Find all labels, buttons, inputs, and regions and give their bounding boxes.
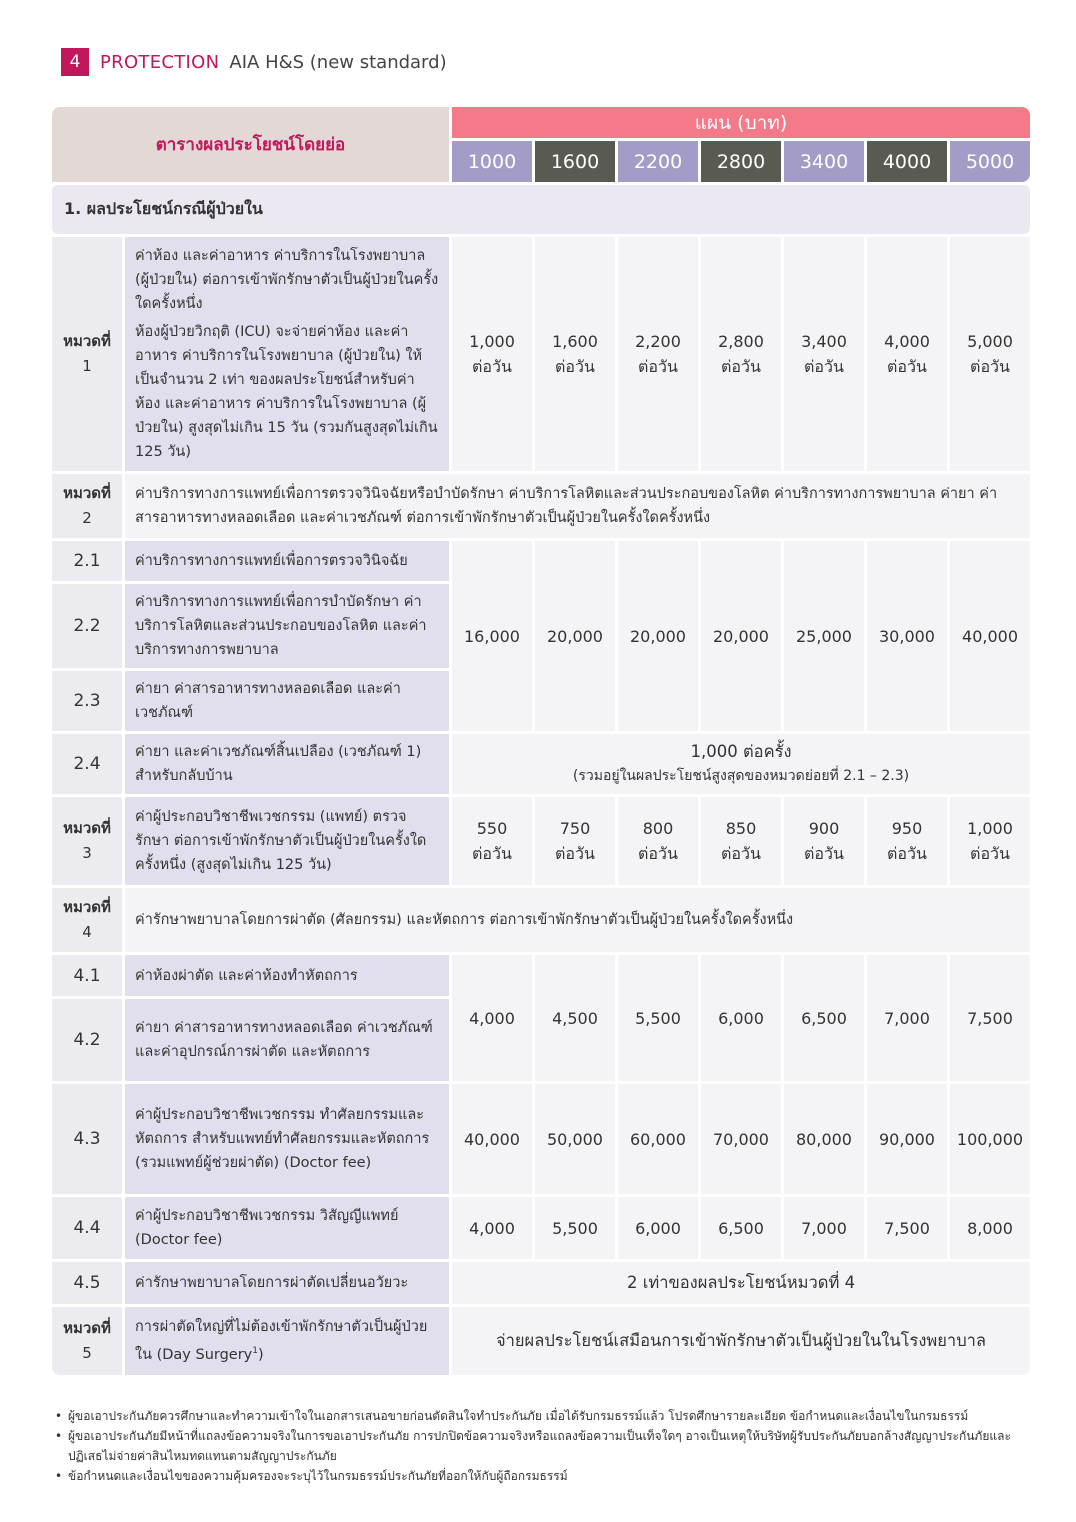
cat4-3-value: 90,000 xyxy=(867,1084,947,1194)
cat1-value: 4,000 ต่อวัน xyxy=(867,237,947,471)
subcategory-4-1: 4.1 xyxy=(52,955,122,996)
section-inpatient: 1. ผลประโยชน์กรณีผู้ป่วยใน xyxy=(52,185,1030,234)
plan-3400: 3400 xyxy=(784,141,864,182)
category-5: หมวดที่ 5 xyxy=(52,1307,122,1375)
cat1-value: 5,000 ต่อวัน xyxy=(950,237,1030,471)
subcategory-4-3-description: ค่าผู้ประกอบวิชาชีพเวชกรรม ทำศัลยกรรมและหัตถการ สำหรับแพทย์ทำศัลยกรรมและหัตถการ (รวมแพทย์ผู้ช่วยผ่าตัด) (Doctor fee) xyxy=(125,1084,449,1194)
cat4-1-2-value: 7,500 xyxy=(950,955,1030,1081)
cat1-value: 1,600 ต่อวัน xyxy=(535,237,615,471)
cat1-value: 1,000 ต่อวัน xyxy=(452,237,532,471)
cat4-3-value: 80,000 xyxy=(784,1084,864,1194)
subcategory-2-1-description: ค่าบริการทางการแพทย์เพื่อการตรวจวินิจฉัย xyxy=(125,541,449,581)
footnote-item: • ข้อกำหนดและเงื่อนไขของความคุ้มครองจะระบุไว้ในกรมธรรม์ประกันภัยที่ออกให้กับผู้ถือกรมธรรม์ xyxy=(55,1466,1025,1486)
page-number: 4 xyxy=(61,48,89,76)
cat4-1-2-value: 6,500 xyxy=(784,955,864,1081)
subcategory-4-4: 4.4 xyxy=(52,1197,122,1259)
cat2-value: 25,000 xyxy=(784,541,864,731)
subcategory-2-4: 2.4 xyxy=(52,734,122,794)
cat4-3-value: 60,000 xyxy=(618,1084,698,1194)
subcategory-2-4-value: 1,000 ต่อครั้ง (รวมอยู่ในผลประโยชน์สูงสุดของหมวดย่อยที่ 2.1 – 2.3) xyxy=(452,734,1030,794)
cat4-4-value: 7,000 xyxy=(784,1197,864,1259)
subcategory-2-1: 2.1 xyxy=(52,541,122,581)
plan-4000: 4000 xyxy=(867,141,947,182)
cat4-4-value: 6,500 xyxy=(701,1197,781,1259)
subcategory-4-5: 4.5 xyxy=(52,1262,122,1304)
plan-2800: 2800 xyxy=(701,141,781,182)
cat2-value: 16,000 xyxy=(452,541,532,731)
cat2-value: 20,000 xyxy=(618,541,698,731)
subcategory-2-3-description: ค่ายา ค่าสารอาหารทางหลอดเลือด และค่าเวชภัณฑ์ xyxy=(125,671,449,731)
category-1-description: ค่าห้อง และค่าอาหาร ค่าบริการในโรงพยาบาล (ผู้ป่วยใน) ต่อการเข้าพักรักษาตัวเป็นผู้ป่วยในครั้งใดครั้งหนึ่ง ห้องผู้ป่วยวิกฤติ (ICU) จะจ่ายค่าห้อง และค่าอาหาร ค่าบริการในโรงพยาบาล (ผู้ป่วยใน) ให้เป็นจำนวน 2 เท่า ของผลประโยชน์สำหรับค่าห้อง และค่าอาหาร ค่าบริการในโรงพยาบาล (ผู้ป่วยใน) สูงสุดไม่เกิน 15 วัน (รวมกันสูงสุดไม่เกิน 125 วัน) xyxy=(125,237,449,471)
category-2-description: ค่าบริการทางการแพทย์เพื่อการตรวจวินิจฉัยหรือบำบัดรักษา ค่าบริการโลหิตและส่วนประกอบของโลหิต ค่าบริการทางการพยาบาล ค่ายา ค่าสารอาหารทางหลอดเลือด และค่าเวชภัณฑ์ ต่อการเข้าพักรักษาตัวเป็นผู้ป่วยในครั้งใดครั้งหนึ่ง xyxy=(125,474,1030,538)
cat2-value: 20,000 xyxy=(535,541,615,731)
cat4-3-value: 50,000 xyxy=(535,1084,615,1194)
category-4: หมวดที่ 4 xyxy=(52,888,122,952)
footnote-item: • ผู้ขอเอาประกันภัยควรศึกษาและทำความเข้าใจในเอกสารเสนอขายก่อนตัดสินใจทำประกันภัย เมื่อได้รับกรมธรรม์แล้ว โปรดศึกษารายละเอียด ข้อกำหนดและเงื่อนไขในกรมธรรม์ xyxy=(55,1406,1025,1426)
category-5-value: จ่ายผลประโยชน์เสมือนการเข้าพักรักษาตัวเป็นผู้ป่วยในในโรงพยาบาล xyxy=(452,1307,1030,1375)
table-title: ตารางผลประโยชน์โดยย่อ xyxy=(52,107,449,182)
subcategory-4-2-description: ค่ายา ค่าสารอาหารทางหลอดเลือด ค่าเวชภัณฑ์ และค่าอุปกรณ์การผ่าตัด และหัตถการ xyxy=(125,999,449,1081)
cat2-value: 30,000 xyxy=(867,541,947,731)
cat4-1-2-value: 4,500 xyxy=(535,955,615,1081)
cat3-value: 550 ต่อวัน xyxy=(452,797,532,885)
cat4-1-2-value: 7,000 xyxy=(867,955,947,1081)
subcategory-4-1-description: ค่าห้องผ่าตัด และค่าห้องทำหัตถการ xyxy=(125,955,449,996)
cat4-1-2-value: 5,500 xyxy=(618,955,698,1081)
subcategory-4-5-value: 2 เท่าของผลประโยชน์หมวดที่ 4 xyxy=(452,1262,1030,1304)
cat3-value: 800 ต่อวัน xyxy=(618,797,698,885)
cat4-3-value: 40,000 xyxy=(452,1084,532,1194)
plan-header: แผน (บาท) xyxy=(452,107,1030,138)
plan-1000: 1000 xyxy=(452,141,532,182)
category-4-description: ค่ารักษาพยาบาลโดยการผ่าตัด (ศัลยกรรม) และหัตถการ ต่อการเข้าพักรักษาตัวเป็นผู้ป่วยในครั้งใดครั้งหนึ่ง xyxy=(125,888,1030,952)
plan-1600: 1600 xyxy=(535,141,615,182)
subcategory-2-2-description: ค่าบริการทางการแพทย์เพื่อการบำบัดรักษา ค่าบริการโลหิตและส่วนประกอบของโลหิต และค่าบริการทางการพยาบาล xyxy=(125,584,449,668)
cat1-value: 3,400 ต่อวัน xyxy=(784,237,864,471)
subcategory-2-4-description: ค่ายา และค่าเวชภัณฑ์สิ้นเปลือง (เวชภัณฑ์ 1) สำหรับกลับบ้าน xyxy=(125,734,449,794)
category-1: หมวดที่ 1 xyxy=(52,237,122,471)
page-header xyxy=(61,48,447,76)
cat4-3-value: 100,000 xyxy=(950,1084,1030,1194)
subcategory-4-3: 4.3 xyxy=(52,1084,122,1194)
category-2: หมวดที่ 2 xyxy=(52,474,122,538)
product-name: AIA H&S (new standard) xyxy=(229,51,447,73)
plan-5000: 5000 xyxy=(950,141,1030,182)
cat3-value: 1,000 ต่อวัน xyxy=(950,797,1030,885)
plan-2200: 2200 xyxy=(618,141,698,182)
subcategory-2-3: 2.3 xyxy=(52,671,122,731)
subcategory-4-5-description: ค่ารักษาพยาบาลโดยการผ่าตัดเปลี่ยนอวัยวะ xyxy=(125,1262,449,1304)
benefit-table xyxy=(52,107,1027,1378)
footnotes xyxy=(55,1406,1025,1486)
cat3-value: 900 ต่อวัน xyxy=(784,797,864,885)
cat3-value: 850 ต่อวัน xyxy=(701,797,781,885)
category-3-description: ค่าผู้ประกอบวิชาชีพเวชกรรม (แพทย์) ตรวจรักษา ต่อการเข้าพักรักษาตัวเป็นผู้ป่วยในครั้งใดครั้งหนึ่ง (สูงสุดไม่เกิน 125 วัน) xyxy=(125,797,449,885)
cat2-value: 40,000 xyxy=(950,541,1030,731)
cat3-value: 950 ต่อวัน xyxy=(867,797,947,885)
subcategory-4-2: 4.2 xyxy=(52,999,122,1081)
footnote-item: • ผู้ขอเอาประกันภัยมีหน้าที่แถลงข้อความจริงในการขอเอาประกันภัย การปกปิดข้อความจริงหรือแถลงข้อความเป็นเท็จใดๆ อาจเป็นเหตุให้บริษัทผู้รับประกันภัยบอกล้างสัญญาประกันภัยและปฏิเสธไม่จ่ายค่าสินไหมทดแทนตามสัญญาประกันภัย xyxy=(55,1426,1025,1466)
cat4-4-value: 7,500 xyxy=(867,1197,947,1259)
cat4-4-value: 4,000 xyxy=(452,1197,532,1259)
category-5-description: การผ่าตัดใหญ่ที่ไม่ต้องเข้าพักรักษาตัวเป็นผู้ป่วยใน (Day Surgery$^1$) xyxy=(125,1307,449,1375)
cat4-4-value: 6,000 xyxy=(618,1197,698,1259)
cat2-value: 20,000 xyxy=(701,541,781,731)
section-title: PROTECTION xyxy=(100,51,220,73)
cat4-4-value: 8,000 xyxy=(950,1197,1030,1259)
cat4-1-2-value: 6,000 xyxy=(701,955,781,1081)
cat1-value: 2,800 ต่อวัน xyxy=(701,237,781,471)
subcategory-4-4-description: ค่าผู้ประกอบวิชาชีพเวชกรรม วิสัญญีแพทย์ (Doctor fee) xyxy=(125,1197,449,1259)
cat1-value: 2,200 ต่อวัน xyxy=(618,237,698,471)
cat3-value: 750 ต่อวัน xyxy=(535,797,615,885)
cat4-4-value: 5,500 xyxy=(535,1197,615,1259)
category-3: หมวดที่ 3 xyxy=(52,797,122,885)
subcategory-2-2: 2.2 xyxy=(52,584,122,668)
cat4-3-value: 70,000 xyxy=(701,1084,781,1194)
cat4-1-2-value: 4,000 xyxy=(452,955,532,1081)
